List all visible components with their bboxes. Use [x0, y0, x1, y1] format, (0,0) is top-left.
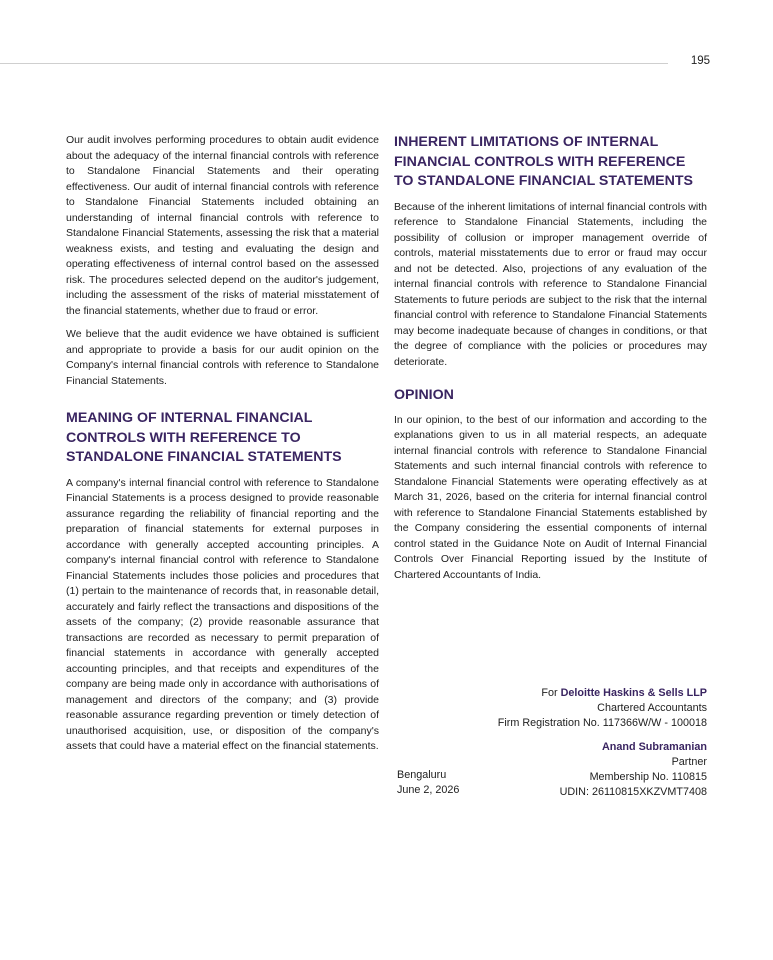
meaning-heading: MEANING OF INTERNAL FINANCIAL CONTROLS WITH REFERENCE TO STANDALONE FINANCIAL STATEMENTS — [66, 410, 342, 465]
opinion-heading: OPINION — [394, 387, 454, 403]
udin: UDIN: 26110815XKZVMT7408 — [559, 786, 707, 798]
membership-number: Membership No. 110815 — [589, 771, 707, 783]
header-rule — [0, 63, 668, 64]
meaning-paragraph: A company's internal financial control with reference to Standalone Financial Statements is a process designed to provide reasonable assurance regarding the reliability of financial reporting and the preparation of financial statements for external purposes in accordance with generally accepted accounting principles. A company's internal financial control with reference to Standalone Financial Statements includes those policies and procedures that (1) pertain to the maintenance of records that, in reasonable detail, accurately and fairly reflect the transactions and dispositions of the assets of the company; (2) provide reasonable assurance that transactions are recorded as necessary to permit preparation of financial statements in accordance with generally accepted accounting principles, and that receipts and expenditures of the company are being made only in accordance with authorisations of management and directors of the company; and (3) provide reasonable assurance regarding prevention or timely detection of unauthorised acquisition, use, or disposition of the company's assets that could have a material effect on the financial statements. — [66, 476, 379, 752]
partner-title: Partner — [671, 756, 707, 768]
firm-name: Deloitte Haskins & Sells LLP — [560, 687, 707, 699]
opinion-paragraph: In our opinion, to the best of our information and according to the explanations given to us in all material respects, an adequate internal financial controls with reference to Standalone Financial Statements and such internal financial controls with reference to Standalone Financial Statements were operating effectively as at March 31, 2026, based on the criteria for internal financial control with reference to Standalone Financial Statements established by the Company considering the essential components of internal control stated in the Guidance Note on Audit of Internal Financial Controls Over Financial Reporting issued by the Institute of Chartered Accountants of India. — [394, 413, 707, 581]
firm-signature-block — [430, 686, 707, 731]
inherent-limitations-heading: INHERENT LIMITATIONS OF INTERNAL FINANCIAL CONTROLS WITH REFERENCE TO STANDALONE FINANCIAL STATEMENTS — [394, 134, 693, 189]
firm-name-line — [430, 686, 707, 701]
audit-evidence-paragraph: We believe that the audit evidence we have obtained is sufficient and appropriate to provide a basis for our audit opinion on the Company's internal financial controls with reference to Standalone Financial Statements. — [66, 328, 379, 387]
for-prefix: For — [541, 687, 561, 699]
left-column — [66, 133, 379, 763]
right-column — [394, 133, 707, 591]
page-number: 195 — [690, 55, 710, 67]
place: Bengaluru — [397, 769, 447, 781]
inherent-limitations-paragraph: Because of the inherent limitations of internal financial controls with reference to Standalone Financial Statements, including the possibility of collusion or improper management override of controls, material misstatements due to error or fraud may occur and not be detected. Also, projections of any evaluation of the internal financial controls with reference to Standalone Financial Statements to future periods are subject to the risk that the internal financial control with reference to Standalone Financial Statements may become inadequate because of changes in conditions, or that the degree of compliance with the policies or procedures may deteriorate. — [394, 200, 707, 368]
audit-procedures-paragraph: Our audit involves performing procedures to obtain audit evidence about the adequacy of the internal financial controls with reference to Standalone Financial Statements and their operating effectiveness. Our audit of internal financial controls with reference to Standalone Financial Statements included obtaining an understanding of internal financial controls with reference to Standalone Financial Statements, assessing the risk that a material weakness exists, and testing and evaluating the design and operating effectiveness of internal control based on the assessed risk. The procedures selected depend on the auditor's judgement, including the assessment of the risks of material misstatement of the financial statements, whether due to fraud or error. — [66, 134, 379, 317]
firm-registration: Firm Registration No. 117366W/W - 100018 — [497, 717, 707, 729]
partner-name: Anand Subramanian — [602, 741, 707, 753]
place-date-block — [397, 768, 517, 798]
firm-type: Chartered Accountants — [597, 702, 707, 714]
date: June 2, 2026 — [397, 784, 460, 796]
